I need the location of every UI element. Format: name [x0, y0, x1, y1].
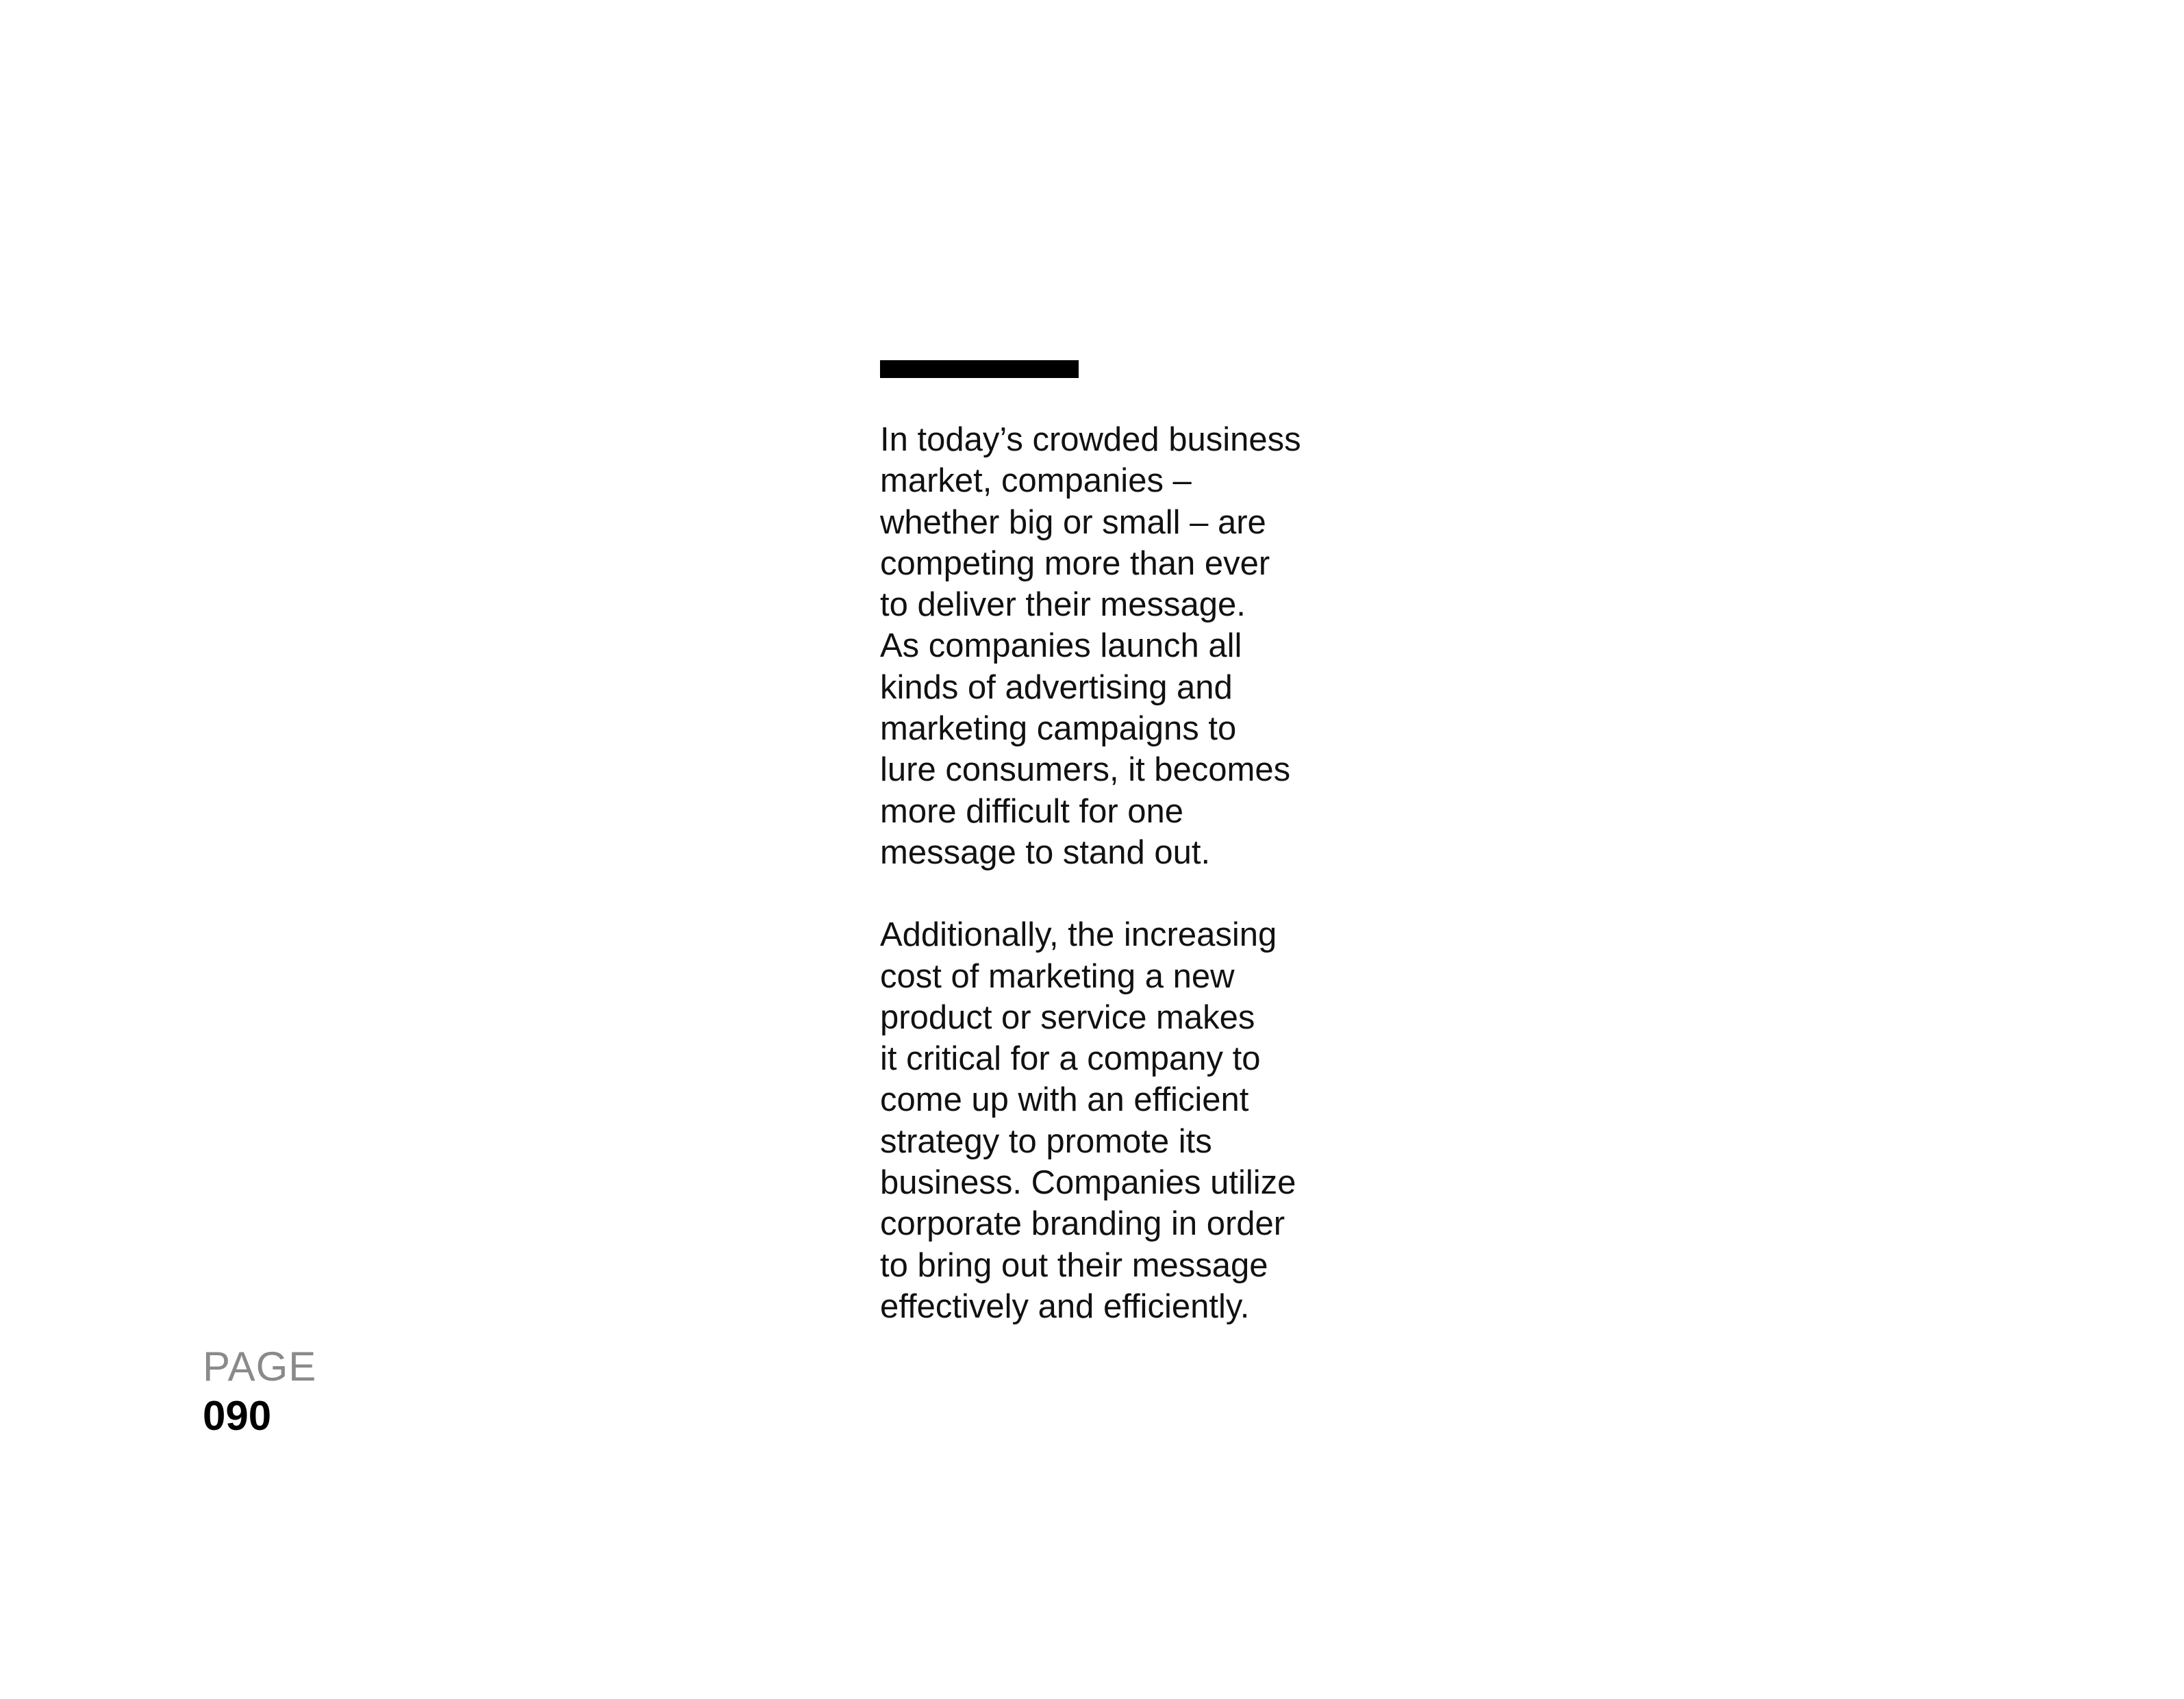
paragraph-line: to bring out their message: [880, 1246, 1268, 1284]
paragraph-line: message to stand out.: [880, 833, 1211, 871]
page-label: PAGE: [203, 1344, 317, 1389]
paragraph-line: marketing campaigns to: [880, 710, 1237, 748]
paragraph-line: to deliver their message.: [880, 586, 1246, 624]
paragraph-line: market, companies –: [880, 462, 1192, 500]
paragraph-line: cost of marketing a new: [880, 957, 1235, 995]
accent-bar: [880, 360, 1079, 378]
paragraph-line: As companies launch all: [880, 627, 1242, 665]
paragraph-line: product or service makes: [880, 998, 1255, 1036]
paragraph-line: whether big or small – are: [880, 503, 1266, 541]
paragraph-2: [880, 914, 1401, 1327]
paragraph-1: [880, 419, 1401, 873]
paragraph-line: come up with an efficient: [880, 1081, 1249, 1119]
paragraph-line: effectively and efficiently.: [880, 1287, 1250, 1325]
body-text-column: [880, 419, 1401, 1327]
paragraph-line: more difficult for one: [880, 792, 1184, 830]
paragraph-line: Additionally, the increasing: [880, 916, 1277, 954]
paragraph-line: it critical for a company to: [880, 1040, 1261, 1078]
paragraph-line: competing more than ever: [880, 544, 1270, 582]
paragraph-line: corporate branding in order: [880, 1205, 1285, 1243]
page-number: 090: [203, 1393, 272, 1439]
paragraph-line: In today’s crowded business: [880, 421, 1301, 458]
paragraph-line: lure consumers, it becomes: [880, 751, 1291, 789]
paragraph-line: strategy to promote its: [880, 1122, 1212, 1160]
paragraph-line: kinds of advertising and: [880, 668, 1233, 706]
paragraph-line: business. Companies utilize: [880, 1164, 1296, 1202]
